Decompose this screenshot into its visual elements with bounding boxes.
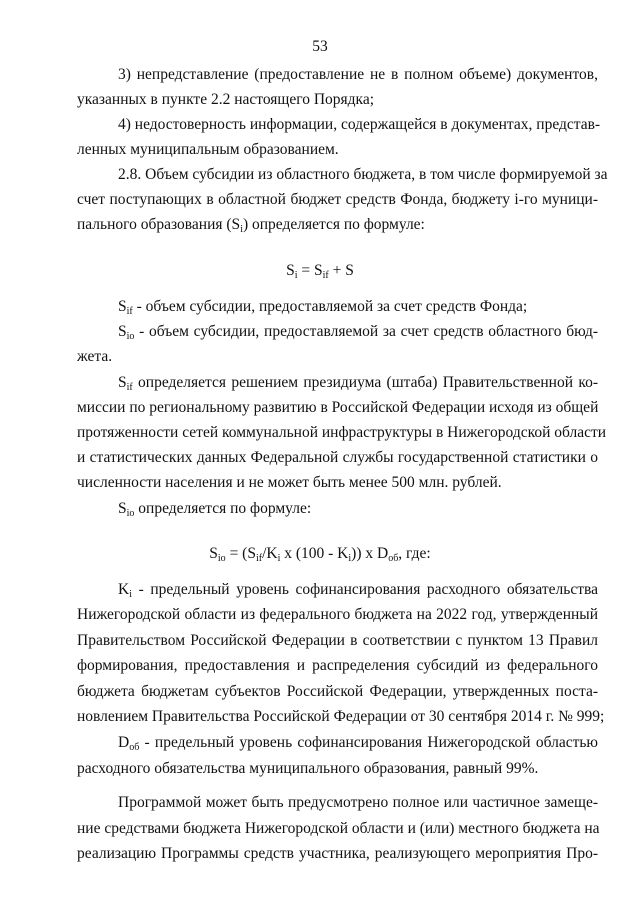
text-line: указанных в пункте 2.2 настоящего Порядка; bbox=[77, 91, 375, 108]
text-line: миссии по региональному развитию в Российской Федерации исходя из общей bbox=[77, 399, 599, 416]
text-line: пального образования $(S_i)$ определяется по формуле: bbox=[77, 216, 425, 235]
text-line: счет поступающих в областной бюджет средств Фонда, бюджету i-го муници- bbox=[77, 191, 598, 208]
text-line: численности населения и не может быть менее 500 млн. рублей. bbox=[77, 474, 502, 491]
text-line: бюджета бюджетам субъектов Российской Федерации, утвержденных поста- bbox=[77, 683, 598, 700]
text-line: $S_{if}$ определяется решением президиума (штаба) Правительственной ко- bbox=[118, 374, 598, 393]
text-line: $D_{об}$ - предельный уровень софинансирования Нижегородской областью bbox=[118, 734, 598, 753]
page-number: 53 bbox=[312, 38, 328, 55]
text-line: и статистических данных Федеральной службы государственной статистики о bbox=[77, 449, 598, 466]
text-line: 3) непредставление (предоставление не в полном объеме) документов, bbox=[118, 66, 598, 83]
text-line: $K_i$ - предельный уровень софинансирования расходного обязательства bbox=[118, 581, 598, 600]
text-line: Правительством Российской Федерации в соответствии с пунктом 13 Правил bbox=[77, 632, 598, 649]
text-line: Нижегородской области из федерального бюджета на 2022 год, утвержденный bbox=[77, 606, 598, 623]
text-line: жета. bbox=[77, 348, 113, 365]
text-line: протяженности сетей коммунальной инфраструктуры в Нижегородской области bbox=[77, 424, 607, 441]
text-line: 2.8. Объем субсидии из областного бюджета, в том числе формируемой за bbox=[118, 166, 608, 183]
definition-sif: $S_{if}$ - объем субсидии, предоставляемой за счет средств Фонда; bbox=[118, 298, 528, 317]
text-line: реализацию Программы средств участника, реализующего мероприятия Про- bbox=[77, 845, 598, 862]
text-line: $S_{io}$ - объем субсидии, предоставляемой за счет средств областного бюд- bbox=[118, 323, 598, 342]
text-line: Программой может быть предусмотрено полное или частичное замеще- bbox=[118, 794, 598, 811]
text-line: новлением Правительства Российской Федерации от 30 сентября 2014 г. № 999; bbox=[77, 708, 605, 725]
text-line: формирования, предоставления и распределения субсидий из федерального bbox=[77, 657, 598, 674]
text-line: ние средствами бюджета Нижегородской области и (или) местного бюджета на bbox=[77, 820, 600, 837]
paragraph-sio: $S_{io}$ определяется по формуле: bbox=[118, 500, 312, 519]
formula-2: $S_{io} = (S_{if}/K_i$ x $(100 - K_i)$) x $D_{об}$, где: bbox=[209, 545, 431, 564]
text-line: 4) недостоверность информации, содержащейся в документах, представ- bbox=[118, 116, 601, 133]
text-line: расходного обязательства муниципального образования, равный 99%. bbox=[77, 760, 539, 777]
formula-1: $S_i = S_{if} + S$ bbox=[286, 262, 354, 281]
text-line: ленных муниципальным образованием. bbox=[77, 141, 339, 158]
